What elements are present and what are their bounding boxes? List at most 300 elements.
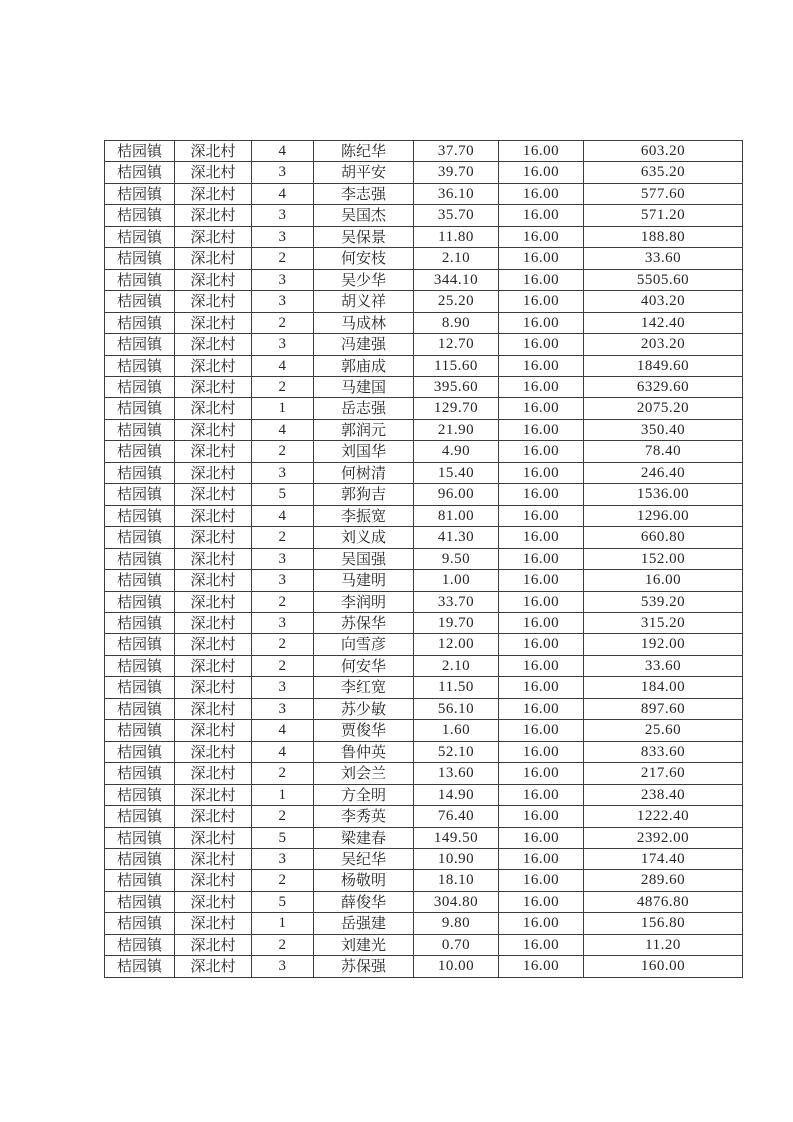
cell-village: 深北村: [175, 848, 252, 869]
cell-quantity: 37.70: [414, 141, 499, 162]
cell-household-count: 4: [252, 741, 314, 762]
cell-household-count: 2: [252, 763, 314, 784]
cell-name: 向雪彦: [314, 634, 414, 655]
cell-unit-price: 16.00: [499, 612, 584, 633]
cell-amount: 25.60: [584, 720, 743, 741]
cell-name: 马建国: [314, 376, 414, 397]
cell-amount: 217.60: [584, 763, 743, 784]
cell-unit-price: 16.00: [499, 334, 584, 355]
table-row: [105, 655, 743, 676]
cell-town: 桔园镇: [105, 291, 175, 312]
cell-town: 桔园镇: [105, 269, 175, 290]
table-row: [105, 441, 743, 462]
cell-town: 桔园镇: [105, 720, 175, 741]
cell-amount: 6329.60: [584, 376, 743, 397]
cell-name: 薛俊华: [314, 891, 414, 912]
cell-household-count: 3: [252, 226, 314, 247]
cell-name: 苏少敏: [314, 698, 414, 719]
cell-name: 刘义成: [314, 527, 414, 548]
cell-unit-price: 16.00: [499, 677, 584, 698]
cell-unit-price: 16.00: [499, 312, 584, 333]
cell-amount: 833.60: [584, 741, 743, 762]
cell-village: 深北村: [175, 376, 252, 397]
cell-amount: 5505.60: [584, 269, 743, 290]
cell-village: 深北村: [175, 291, 252, 312]
table-row: [105, 548, 743, 569]
cell-amount: 33.60: [584, 655, 743, 676]
cell-household-count: 1: [252, 913, 314, 934]
cell-amount: 152.00: [584, 548, 743, 569]
table-row: [105, 827, 743, 848]
cell-unit-price: 16.00: [499, 570, 584, 591]
cell-quantity: 115.60: [414, 355, 499, 376]
cell-quantity: 41.30: [414, 527, 499, 548]
cell-village: 深北村: [175, 891, 252, 912]
cell-village: 深北村: [175, 913, 252, 934]
payment-table: [104, 140, 743, 978]
cell-town: 桔园镇: [105, 655, 175, 676]
table-row: [105, 720, 743, 741]
cell-unit-price: 16.00: [499, 784, 584, 805]
cell-village: 深北村: [175, 162, 252, 183]
cell-town: 桔园镇: [105, 205, 175, 226]
cell-unit-price: 16.00: [499, 505, 584, 526]
cell-name: 冯建强: [314, 334, 414, 355]
cell-town: 桔园镇: [105, 591, 175, 612]
table-row: [105, 248, 743, 269]
cell-amount: 350.40: [584, 419, 743, 440]
cell-village: 深北村: [175, 698, 252, 719]
cell-amount: 1536.00: [584, 484, 743, 505]
cell-town: 桔园镇: [105, 527, 175, 548]
cell-unit-price: 16.00: [499, 269, 584, 290]
cell-household-count: 3: [252, 269, 314, 290]
table-row: [105, 312, 743, 333]
cell-household-count: 1: [252, 398, 314, 419]
cell-quantity: 56.10: [414, 698, 499, 719]
cell-unit-price: 16.00: [499, 527, 584, 548]
cell-town: 桔园镇: [105, 548, 175, 569]
cell-name: 郭润元: [314, 419, 414, 440]
cell-town: 桔园镇: [105, 462, 175, 483]
cell-name: 胡平安: [314, 162, 414, 183]
cell-unit-price: 16.00: [499, 827, 584, 848]
cell-unit-price: 16.00: [499, 891, 584, 912]
cell-quantity: 129.70: [414, 398, 499, 419]
table-row: [105, 505, 743, 526]
cell-household-count: 3: [252, 205, 314, 226]
cell-name: 李润明: [314, 591, 414, 612]
cell-town: 桔园镇: [105, 848, 175, 869]
cell-quantity: 12.70: [414, 334, 499, 355]
cell-household-count: 3: [252, 612, 314, 633]
cell-village: 深北村: [175, 741, 252, 762]
cell-unit-price: 16.00: [499, 913, 584, 934]
cell-unit-price: 16.00: [499, 484, 584, 505]
cell-town: 桔园镇: [105, 677, 175, 698]
cell-name: 吴保景: [314, 226, 414, 247]
cell-amount: 1849.60: [584, 355, 743, 376]
table-row: [105, 376, 743, 397]
table-row: [105, 291, 743, 312]
cell-amount: 16.00: [584, 570, 743, 591]
cell-amount: 577.60: [584, 183, 743, 204]
cell-town: 桔园镇: [105, 806, 175, 827]
cell-town: 桔园镇: [105, 870, 175, 891]
cell-name: 吴国杰: [314, 205, 414, 226]
cell-quantity: 2.10: [414, 655, 499, 676]
cell-village: 深北村: [175, 827, 252, 848]
cell-name: 吴国强: [314, 548, 414, 569]
cell-name: 鲁仲英: [314, 741, 414, 762]
cell-unit-price: 16.00: [499, 226, 584, 247]
cell-household-count: 5: [252, 484, 314, 505]
cell-name: 吴纪华: [314, 848, 414, 869]
table-row: [105, 419, 743, 440]
cell-amount: 660.80: [584, 527, 743, 548]
cell-amount: 4876.80: [584, 891, 743, 912]
cell-town: 桔园镇: [105, 763, 175, 784]
cell-village: 深北村: [175, 248, 252, 269]
cell-name: 梁建春: [314, 827, 414, 848]
cell-name: 李红宽: [314, 677, 414, 698]
cell-amount: 33.60: [584, 248, 743, 269]
cell-unit-price: 16.00: [499, 634, 584, 655]
cell-household-count: 2: [252, 806, 314, 827]
cell-name: 岳强建: [314, 913, 414, 934]
cell-town: 桔园镇: [105, 162, 175, 183]
cell-quantity: 52.10: [414, 741, 499, 762]
cell-quantity: 1.00: [414, 570, 499, 591]
cell-household-count: 3: [252, 291, 314, 312]
cell-household-count: 5: [252, 891, 314, 912]
cell-village: 深北村: [175, 634, 252, 655]
cell-household-count: 4: [252, 183, 314, 204]
cell-town: 桔园镇: [105, 398, 175, 419]
cell-name: 马成林: [314, 312, 414, 333]
cell-village: 深北村: [175, 956, 252, 977]
table-row: [105, 183, 743, 204]
cell-quantity: 76.40: [414, 806, 499, 827]
cell-name: 胡义祥: [314, 291, 414, 312]
cell-name: 陈纪华: [314, 141, 414, 162]
cell-amount: 897.60: [584, 698, 743, 719]
cell-household-count: 3: [252, 698, 314, 719]
cell-unit-price: 16.00: [499, 462, 584, 483]
cell-village: 深北村: [175, 205, 252, 226]
cell-name: 何树清: [314, 462, 414, 483]
cell-unit-price: 16.00: [499, 956, 584, 977]
cell-quantity: 25.20: [414, 291, 499, 312]
cell-village: 深北村: [175, 763, 252, 784]
cell-quantity: 19.70: [414, 612, 499, 633]
cell-town: 桔园镇: [105, 505, 175, 526]
cell-quantity: 8.90: [414, 312, 499, 333]
table-row: [105, 891, 743, 912]
table-row: [105, 806, 743, 827]
table-row: [105, 698, 743, 719]
cell-town: 桔园镇: [105, 419, 175, 440]
cell-quantity: 15.40: [414, 462, 499, 483]
cell-amount: 238.40: [584, 784, 743, 805]
cell-village: 深北村: [175, 419, 252, 440]
cell-village: 深北村: [175, 312, 252, 333]
cell-household-count: 2: [252, 655, 314, 676]
cell-town: 桔园镇: [105, 891, 175, 912]
table-row: [105, 398, 743, 419]
cell-amount: 2075.20: [584, 398, 743, 419]
cell-unit-price: 16.00: [499, 741, 584, 762]
cell-household-count: 4: [252, 141, 314, 162]
cell-unit-price: 16.00: [499, 698, 584, 719]
cell-village: 深北村: [175, 870, 252, 891]
table-row: [105, 677, 743, 698]
table-row: [105, 269, 743, 290]
cell-quantity: 96.00: [414, 484, 499, 505]
cell-unit-price: 16.00: [499, 205, 584, 226]
cell-household-count: 4: [252, 419, 314, 440]
cell-amount: 203.20: [584, 334, 743, 355]
cell-town: 桔园镇: [105, 634, 175, 655]
cell-unit-price: 16.00: [499, 763, 584, 784]
cell-name: 杨敬明: [314, 870, 414, 891]
cell-quantity: 81.00: [414, 505, 499, 526]
cell-household-count: 3: [252, 677, 314, 698]
cell-quantity: 33.70: [414, 591, 499, 612]
cell-amount: 603.20: [584, 141, 743, 162]
cell-village: 深北村: [175, 784, 252, 805]
cell-name: 刘国华: [314, 441, 414, 462]
cell-amount: 160.00: [584, 956, 743, 977]
cell-amount: 289.60: [584, 870, 743, 891]
cell-amount: 1222.40: [584, 806, 743, 827]
cell-town: 桔园镇: [105, 334, 175, 355]
cell-household-count: 2: [252, 934, 314, 955]
cell-unit-price: 16.00: [499, 548, 584, 569]
cell-unit-price: 16.00: [499, 806, 584, 827]
cell-name: 方全明: [314, 784, 414, 805]
cell-unit-price: 16.00: [499, 141, 584, 162]
cell-quantity: 304.80: [414, 891, 499, 912]
cell-amount: 635.20: [584, 162, 743, 183]
cell-amount: 156.80: [584, 913, 743, 934]
cell-quantity: 11.80: [414, 226, 499, 247]
cell-amount: 192.00: [584, 634, 743, 655]
cell-quantity: 1.60: [414, 720, 499, 741]
cell-household-count: 3: [252, 462, 314, 483]
cell-village: 深北村: [175, 355, 252, 376]
cell-town: 桔园镇: [105, 956, 175, 977]
cell-town: 桔园镇: [105, 698, 175, 719]
table-row: [105, 162, 743, 183]
cell-quantity: 18.10: [414, 870, 499, 891]
cell-household-count: 5: [252, 827, 314, 848]
cell-name: 何安枝: [314, 248, 414, 269]
cell-quantity: 149.50: [414, 827, 499, 848]
cell-amount: 78.40: [584, 441, 743, 462]
cell-name: 刘建光: [314, 934, 414, 955]
cell-household-count: 3: [252, 570, 314, 591]
cell-name: 苏保强: [314, 956, 414, 977]
cell-unit-price: 16.00: [499, 870, 584, 891]
cell-name: 李志强: [314, 183, 414, 204]
table-row: [105, 956, 743, 977]
cell-quantity: 344.10: [414, 269, 499, 290]
cell-village: 深北村: [175, 720, 252, 741]
cell-name: 郭庙成: [314, 355, 414, 376]
cell-unit-price: 16.00: [499, 591, 584, 612]
cell-quantity: 14.90: [414, 784, 499, 805]
cell-town: 桔园镇: [105, 934, 175, 955]
table-row: [105, 741, 743, 762]
cell-town: 桔园镇: [105, 612, 175, 633]
cell-household-count: 4: [252, 720, 314, 741]
cell-household-count: 3: [252, 334, 314, 355]
cell-amount: 403.20: [584, 291, 743, 312]
table-row: [105, 527, 743, 548]
cell-village: 深北村: [175, 441, 252, 462]
cell-town: 桔园镇: [105, 484, 175, 505]
cell-town: 桔园镇: [105, 827, 175, 848]
cell-unit-price: 16.00: [499, 720, 584, 741]
cell-village: 深北村: [175, 398, 252, 419]
cell-unit-price: 16.00: [499, 248, 584, 269]
cell-amount: 11.20: [584, 934, 743, 955]
cell-town: 桔园镇: [105, 441, 175, 462]
cell-unit-price: 16.00: [499, 183, 584, 204]
cell-quantity: 10.90: [414, 848, 499, 869]
cell-village: 深北村: [175, 141, 252, 162]
cell-village: 深北村: [175, 677, 252, 698]
cell-unit-price: 16.00: [499, 162, 584, 183]
table-row: [105, 226, 743, 247]
cell-unit-price: 16.00: [499, 376, 584, 397]
table-row: [105, 355, 743, 376]
cell-amount: 1296.00: [584, 505, 743, 526]
cell-quantity: 21.90: [414, 419, 499, 440]
cell-household-count: 3: [252, 548, 314, 569]
table-row: [105, 462, 743, 483]
table-row: [105, 612, 743, 633]
cell-name: 何安华: [314, 655, 414, 676]
cell-quantity: 35.70: [414, 205, 499, 226]
cell-village: 深北村: [175, 612, 252, 633]
cell-household-count: 2: [252, 870, 314, 891]
cell-household-count: 2: [252, 376, 314, 397]
cell-quantity: 39.70: [414, 162, 499, 183]
cell-quantity: 2.10: [414, 248, 499, 269]
cell-name: 岳志强: [314, 398, 414, 419]
table-row: [105, 634, 743, 655]
table-row: [105, 870, 743, 891]
cell-quantity: 13.60: [414, 763, 499, 784]
cell-town: 桔园镇: [105, 312, 175, 333]
cell-amount: 142.40: [584, 312, 743, 333]
cell-amount: 2392.00: [584, 827, 743, 848]
cell-village: 深北村: [175, 334, 252, 355]
cell-town: 桔园镇: [105, 570, 175, 591]
cell-town: 桔园镇: [105, 248, 175, 269]
cell-household-count: 2: [252, 634, 314, 655]
table-row: [105, 784, 743, 805]
cell-unit-price: 16.00: [499, 398, 584, 419]
cell-unit-price: 16.00: [499, 655, 584, 676]
cell-village: 深北村: [175, 548, 252, 569]
cell-amount: 315.20: [584, 612, 743, 633]
cell-name: 苏保华: [314, 612, 414, 633]
cell-household-count: 2: [252, 248, 314, 269]
cell-town: 桔园镇: [105, 784, 175, 805]
table-row: [105, 934, 743, 955]
cell-unit-price: 16.00: [499, 419, 584, 440]
cell-household-count: 3: [252, 956, 314, 977]
cell-town: 桔园镇: [105, 226, 175, 247]
cell-name: 刘会兰: [314, 763, 414, 784]
cell-village: 深北村: [175, 226, 252, 247]
cell-town: 桔园镇: [105, 141, 175, 162]
cell-village: 深北村: [175, 505, 252, 526]
cell-name: 李振宽: [314, 505, 414, 526]
table-row: [105, 570, 743, 591]
cell-village: 深北村: [175, 655, 252, 676]
cell-household-count: 2: [252, 312, 314, 333]
cell-village: 深北村: [175, 591, 252, 612]
cell-name: 吴少华: [314, 269, 414, 290]
cell-quantity: 9.50: [414, 548, 499, 569]
cell-name: 郭狗吉: [314, 484, 414, 505]
table-body: [105, 141, 743, 978]
cell-quantity: 9.80: [414, 913, 499, 934]
cell-village: 深北村: [175, 806, 252, 827]
table-row: [105, 913, 743, 934]
cell-household-count: 1: [252, 784, 314, 805]
table-row: [105, 591, 743, 612]
cell-unit-price: 16.00: [499, 934, 584, 955]
cell-town: 桔园镇: [105, 183, 175, 204]
cell-quantity: 4.90: [414, 441, 499, 462]
cell-household-count: 4: [252, 505, 314, 526]
table-row: [105, 141, 743, 162]
cell-name: 贾俊华: [314, 720, 414, 741]
cell-village: 深北村: [175, 527, 252, 548]
cell-village: 深北村: [175, 462, 252, 483]
cell-town: 桔园镇: [105, 355, 175, 376]
cell-village: 深北村: [175, 484, 252, 505]
cell-quantity: 12.00: [414, 634, 499, 655]
cell-village: 深北村: [175, 183, 252, 204]
table-row: [105, 763, 743, 784]
cell-household-count: 2: [252, 591, 314, 612]
cell-amount: 246.40: [584, 462, 743, 483]
cell-unit-price: 16.00: [499, 848, 584, 869]
cell-quantity: 0.70: [414, 934, 499, 955]
cell-household-count: 3: [252, 848, 314, 869]
cell-village: 深北村: [175, 269, 252, 290]
cell-household-count: 4: [252, 355, 314, 376]
table-row: [105, 334, 743, 355]
cell-town: 桔园镇: [105, 741, 175, 762]
cell-amount: 539.20: [584, 591, 743, 612]
cell-town: 桔园镇: [105, 913, 175, 934]
cell-amount: 184.00: [584, 677, 743, 698]
cell-quantity: 395.60: [414, 376, 499, 397]
cell-amount: 174.40: [584, 848, 743, 869]
cell-amount: 571.20: [584, 205, 743, 226]
cell-unit-price: 16.00: [499, 291, 584, 312]
cell-household-count: 2: [252, 527, 314, 548]
table-row: [105, 205, 743, 226]
cell-village: 深北村: [175, 934, 252, 955]
